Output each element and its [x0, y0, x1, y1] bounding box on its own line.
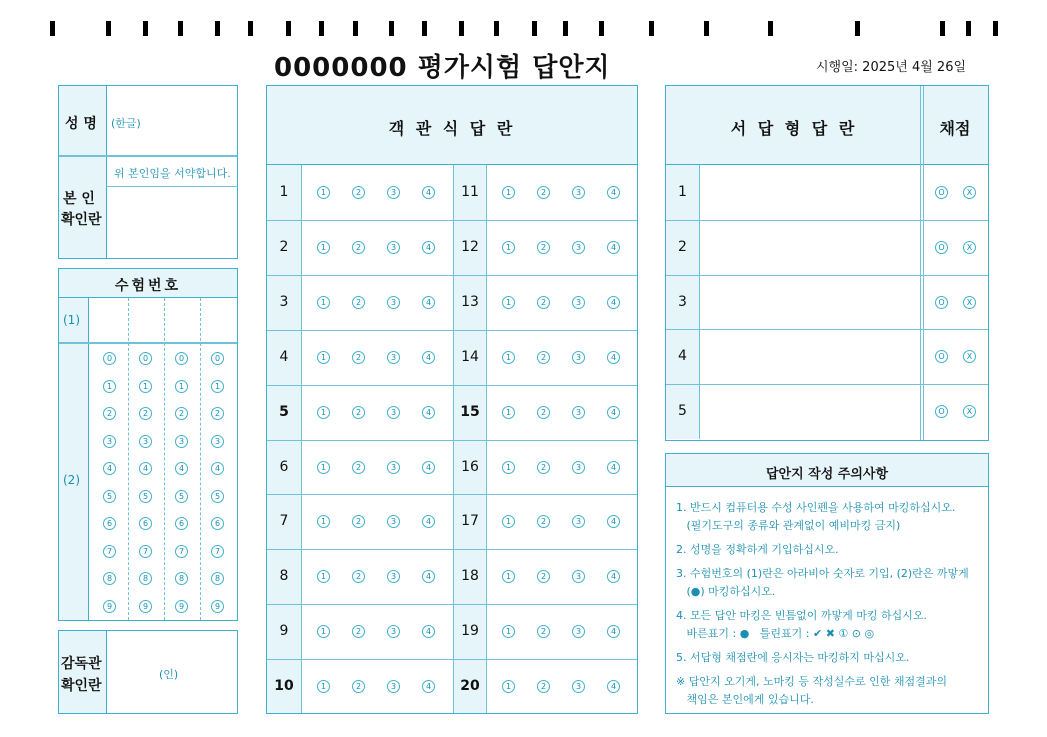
choice-bubble[interactable]: 2 — [352, 351, 365, 364]
objective-answer-box — [266, 85, 638, 714]
instruction-line: 3. 수험번호의 (1)란은 아라비아 숫자로 기입, (2)란은 까맣게 — [676, 567, 969, 580]
choice-bubble[interactable]: 4 — [607, 406, 620, 419]
exam-column-divider — [164, 298, 165, 620]
choice-bubble[interactable]: 4 — [607, 296, 620, 309]
question-number: 18 — [461, 568, 479, 585]
choice-bubble[interactable]: 3 — [387, 296, 400, 309]
question-number: 1 — [279, 184, 289, 200]
timing-marks — [0, 21, 1047, 36]
subjective-answer-field[interactable] — [702, 387, 916, 435]
choice-bubble[interactable]: 2 — [352, 515, 365, 528]
grade-x-bubble[interactable]: X — [963, 241, 976, 254]
digit-bubble[interactable]: 2 — [103, 407, 116, 420]
digit-bubble[interactable]: 3 — [139, 435, 152, 448]
question-number: 3 — [279, 293, 289, 310]
row-divider — [267, 549, 637, 550]
timing-mark — [319, 21, 324, 36]
choice-bubble[interactable]: 2 — [537, 570, 550, 583]
choice-bubble[interactable]: 3 — [572, 406, 585, 419]
question-number: 20 — [460, 678, 480, 695]
choice-bubble[interactable]: 4 — [607, 351, 620, 364]
identity-label-column — [59, 86, 107, 258]
choice-bubble[interactable]: 2 — [352, 241, 365, 254]
choice-bubble[interactable]: 1 — [502, 515, 515, 528]
grade-x-bubble[interactable]: X — [963, 405, 976, 418]
choice-bubble[interactable]: 3 — [387, 461, 400, 474]
choice-bubble[interactable]: 3 — [387, 570, 400, 583]
exam-number-row1-label: (1) — [63, 313, 80, 327]
digit-bubble[interactable]: 0 — [211, 352, 224, 365]
question-number: 15 — [460, 403, 480, 420]
row-divider — [267, 494, 637, 495]
choice-bubble[interactable]: 3 — [387, 515, 400, 528]
page-title: 0000000 평가시험 답안지 — [274, 53, 611, 83]
timing-mark — [50, 21, 55, 36]
instructions-title: 답안지 작성 주의사항 — [765, 467, 889, 482]
choice-bubble[interactable]: 4 — [422, 625, 435, 638]
choice-bubble[interactable]: 1 — [502, 406, 515, 419]
digit-bubble[interactable]: 4 — [175, 462, 188, 475]
digit-bubble[interactable]: 8 — [139, 572, 152, 585]
exam-number-box — [58, 268, 238, 621]
question-number: 9 — [279, 623, 289, 640]
choice-bubble[interactable]: 1 — [502, 570, 515, 583]
row-divider — [267, 440, 637, 441]
supervisor-stamp-field[interactable] — [109, 634, 235, 710]
digit-bubble[interactable]: 5 — [139, 490, 152, 503]
choice-bubble[interactable]: 2 — [352, 296, 365, 309]
choice-bubble[interactable]: 2 — [352, 625, 365, 638]
timing-mark — [532, 21, 537, 36]
choice-bubble[interactable]: 3 — [572, 515, 585, 528]
row-divider — [267, 220, 637, 221]
identity-box — [58, 85, 238, 259]
choice-bubble[interactable]: 1 — [317, 241, 330, 254]
question-number: 10 — [274, 678, 294, 695]
timing-mark — [704, 21, 709, 36]
choice-bubble[interactable]: 1 — [502, 680, 515, 693]
supervisor-stamp-hint: (인) — [159, 668, 179, 681]
instruction-line: (●) 마킹하십시오. — [676, 585, 776, 598]
timing-mark — [215, 21, 220, 36]
digit-bubble[interactable]: 5 — [211, 490, 224, 503]
grade-x-bubble[interactable]: X — [963, 296, 976, 309]
exam-number-digit-input[interactable] — [203, 300, 235, 340]
question-number: 11 — [461, 184, 479, 200]
supervisor-label-1: 감독관 — [61, 656, 102, 672]
subjective-answer-field[interactable] — [702, 168, 916, 216]
choice-bubble[interactable]: 3 — [572, 625, 585, 638]
digit-bubble[interactable]: 4 — [211, 462, 224, 475]
instruction-line: 책임은 본인에게 있습니다. — [676, 693, 814, 706]
timing-mark — [966, 21, 971, 36]
choice-bubble[interactable]: 1 — [502, 241, 515, 254]
choice-bubble[interactable]: 2 — [352, 570, 365, 583]
choice-bubble[interactable]: 3 — [572, 241, 585, 254]
choice-bubble[interactable]: 3 — [387, 406, 400, 419]
choice-bubble[interactable]: 4 — [422, 241, 435, 254]
row-divider — [666, 220, 988, 221]
objective-title: 객 관 식 답 란 — [388, 119, 516, 138]
choice-bubble[interactable]: 1 — [317, 515, 330, 528]
instruction-line: ※ 답안지 오기게, 노마킹 등 작성실수로 인한 채점결과의 — [676, 675, 947, 688]
digit-bubble[interactable]: 6 — [175, 517, 188, 530]
name-field[interactable] — [109, 90, 237, 152]
timing-mark — [178, 21, 183, 36]
digit-bubble[interactable]: 6 — [103, 517, 116, 530]
digit-bubble[interactable]: 1 — [103, 380, 116, 393]
instruction-line: 바른표기 : ● 틀린표기 : ✔ ✖ ① ⊙ ◎ — [676, 627, 875, 640]
choice-bubble[interactable]: 4 — [422, 461, 435, 474]
digit-bubble[interactable]: 0 — [175, 352, 188, 365]
timing-mark — [106, 21, 111, 36]
confirm-hint: 위 본인임을 서약합니다. — [114, 167, 231, 180]
digit-bubble[interactable]: 4 — [103, 462, 116, 475]
digit-bubble[interactable]: 6 — [139, 517, 152, 530]
instruction-line: (필기도구의 종류와 관계없이 예비마킹 금지) — [676, 519, 901, 532]
choice-bubble[interactable]: 1 — [502, 296, 515, 309]
question-number: 8 — [279, 568, 289, 585]
subjective-title: 서 답 형 답 란 — [730, 119, 858, 138]
choice-bubble[interactable]: 1 — [502, 461, 515, 474]
choice-bubble[interactable]: 1 — [317, 625, 330, 638]
choice-bubble[interactable]: 2 — [537, 186, 550, 199]
digit-bubble[interactable]: 1 — [211, 380, 224, 393]
question-number: 2 — [279, 238, 289, 255]
timing-mark — [768, 21, 773, 36]
choice-bubble[interactable]: 1 — [502, 625, 515, 638]
choice-bubble[interactable]: 4 — [422, 296, 435, 309]
timing-mark — [353, 21, 358, 36]
subjective-answer-field[interactable] — [702, 223, 916, 271]
grade-o-bubble[interactable]: O — [935, 241, 948, 254]
subjective-answer-field[interactable] — [702, 278, 916, 326]
choice-bubble[interactable]: 2 — [537, 241, 550, 254]
question-number: 6 — [279, 458, 289, 475]
question-number: 16 — [461, 458, 479, 475]
digit-bubble[interactable]: 7 — [139, 545, 152, 558]
choice-bubble[interactable]: 2 — [537, 680, 550, 693]
timing-mark — [494, 21, 499, 36]
digit-bubble[interactable]: 8 — [103, 572, 116, 585]
choice-bubble[interactable]: 3 — [572, 296, 585, 309]
exam-number-digit-input[interactable] — [167, 300, 199, 340]
subjective-answer-box — [665, 85, 989, 441]
signature-field[interactable] — [109, 189, 237, 257]
choice-bubble[interactable]: 4 — [607, 241, 620, 254]
choice-bubble[interactable]: 3 — [572, 680, 585, 693]
row-divider — [267, 330, 637, 331]
choice-bubble[interactable]: 2 — [352, 461, 365, 474]
row-divider — [267, 385, 637, 386]
digit-bubble[interactable]: 2 — [139, 407, 152, 420]
choice-bubble[interactable]: 4 — [607, 461, 620, 474]
supervisor-box — [58, 630, 238, 714]
digit-bubble[interactable]: 3 — [211, 435, 224, 448]
digit-bubble[interactable]: 2 — [175, 407, 188, 420]
choice-bubble[interactable]: 2 — [537, 296, 550, 309]
choice-bubble[interactable]: 4 — [607, 186, 620, 199]
digit-bubble[interactable]: 9 — [175, 600, 188, 613]
digit-bubble[interactable]: 9 — [211, 600, 224, 613]
choice-bubble[interactable]: 3 — [387, 680, 400, 693]
timing-mark — [993, 21, 998, 36]
timing-mark — [599, 21, 604, 36]
choice-bubble[interactable]: 2 — [352, 680, 365, 693]
choice-bubble[interactable]: 4 — [422, 680, 435, 693]
question-number: 1 — [678, 184, 687, 200]
timing-mark — [389, 21, 394, 36]
digit-bubble[interactable]: 1 — [175, 380, 188, 393]
exam-column-divider — [200, 298, 201, 620]
digit-bubble[interactable]: 0 — [139, 352, 152, 365]
digit-bubble[interactable]: 0 — [103, 352, 116, 365]
choice-bubble[interactable]: 4 — [607, 515, 620, 528]
question-number: 5 — [678, 403, 687, 420]
choice-bubble[interactable]: 3 — [387, 241, 400, 254]
question-number: 13 — [461, 293, 479, 310]
choice-bubble[interactable]: 2 — [537, 625, 550, 638]
timing-mark — [143, 21, 148, 36]
name-label: 성 명 — [65, 116, 97, 132]
question-number: 3 — [678, 293, 687, 310]
timing-mark — [422, 21, 427, 36]
choice-bubble[interactable]: 2 — [352, 406, 365, 419]
choice-bubble[interactable]: 3 — [572, 351, 585, 364]
divider — [699, 165, 700, 439]
choice-bubble[interactable]: 1 — [317, 296, 330, 309]
timing-mark — [459, 21, 464, 36]
choice-bubble[interactable]: 1 — [502, 186, 515, 199]
digit-bubble[interactable]: 6 — [211, 517, 224, 530]
choice-bubble[interactable]: 1 — [317, 351, 330, 364]
exam-date: 시행일: 2025년 4월 26일 — [816, 60, 967, 75]
choice-bubble[interactable]: 2 — [537, 351, 550, 364]
question-number: 14 — [461, 348, 479, 365]
grade-x-bubble[interactable]: X — [963, 350, 976, 363]
digit-bubble[interactable]: 5 — [175, 490, 188, 503]
row-divider — [666, 384, 988, 385]
choice-bubble[interactable]: 3 — [572, 570, 585, 583]
choice-bubble[interactable]: 4 — [422, 570, 435, 583]
choice-bubble[interactable]: 3 — [387, 186, 400, 199]
digit-bubble[interactable]: 1 — [139, 380, 152, 393]
exam-column-divider — [128, 298, 129, 620]
choice-bubble[interactable]: 1 — [317, 570, 330, 583]
question-number: 5 — [279, 403, 289, 420]
timing-mark — [940, 21, 945, 36]
choice-bubble[interactable]: 4 — [607, 625, 620, 638]
choice-bubble[interactable]: 4 — [607, 680, 620, 693]
row-divider — [666, 329, 988, 330]
choice-bubble[interactable]: 4 — [607, 570, 620, 583]
grade-o-bubble[interactable]: O — [935, 350, 948, 363]
question-number: 4 — [279, 348, 289, 365]
choice-bubble[interactable]: 1 — [317, 461, 330, 474]
digit-bubble[interactable]: 8 — [175, 572, 188, 585]
choice-bubble[interactable]: 1 — [317, 680, 330, 693]
name-hint: (한글) — [111, 117, 141, 130]
choice-bubble[interactable]: 3 — [387, 625, 400, 638]
digit-bubble[interactable]: 7 — [103, 545, 116, 558]
choice-bubble[interactable]: 2 — [537, 515, 550, 528]
instruction-line: 2. 성명을 정확하게 기입하십시오. — [676, 543, 839, 556]
digit-bubble[interactable]: 7 — [175, 545, 188, 558]
question-number: 4 — [678, 348, 687, 365]
question-number: 17 — [461, 513, 479, 530]
row-divider — [666, 275, 988, 276]
digit-bubble[interactable]: 9 — [139, 600, 152, 613]
grade-o-bubble[interactable]: O — [935, 186, 948, 199]
grade-title: 채점 — [939, 119, 971, 138]
choice-bubble[interactable]: 2 — [537, 406, 550, 419]
instruction-line: 5. 서답형 채점란에 응시자는 마킹하지 마십시오. — [676, 651, 910, 664]
digit-bubble[interactable]: 3 — [175, 435, 188, 448]
confirm-label-1: 본 인 — [63, 191, 95, 207]
timing-mark — [649, 21, 654, 36]
choice-bubble[interactable]: 3 — [572, 461, 585, 474]
exam-number-digit-input[interactable] — [95, 300, 127, 340]
timing-mark — [286, 21, 291, 36]
digit-bubble[interactable]: 4 — [139, 462, 152, 475]
exam-number-title: 수험번호 — [114, 278, 182, 294]
choice-bubble[interactable]: 4 — [422, 406, 435, 419]
supervisor-label-2: 확인란 — [61, 678, 102, 694]
instructions-box — [665, 453, 989, 714]
choice-bubble[interactable]: 1 — [502, 351, 515, 364]
choice-bubble[interactable]: 4 — [422, 351, 435, 364]
digit-bubble[interactable]: 3 — [103, 435, 116, 448]
row-divider — [267, 275, 637, 276]
exam-number-row2-label: (2) — [63, 473, 80, 487]
exam-number-digit-input[interactable] — [131, 300, 163, 340]
question-number: 19 — [461, 623, 479, 640]
digit-bubble[interactable]: 9 — [103, 600, 116, 613]
choice-bubble[interactable]: 3 — [387, 351, 400, 364]
timing-mark — [855, 21, 860, 36]
digit-bubble[interactable]: 2 — [211, 407, 224, 420]
choice-bubble[interactable]: 1 — [317, 406, 330, 419]
grade-x-bubble[interactable]: X — [963, 186, 976, 199]
digit-bubble[interactable]: 7 — [211, 545, 224, 558]
digit-bubble[interactable]: 5 — [103, 490, 116, 503]
choice-bubble[interactable]: 2 — [537, 461, 550, 474]
instruction-line: 1. 반드시 컴퓨터용 수성 사인펜을 사용하여 마킹하십시오. — [676, 501, 956, 514]
timing-mark — [248, 21, 253, 36]
row-divider — [267, 659, 637, 660]
row-divider — [267, 604, 637, 605]
question-number: 12 — [461, 238, 479, 255]
question-number: 7 — [279, 513, 289, 530]
subjective-answer-field[interactable] — [702, 332, 916, 380]
choice-bubble[interactable]: 2 — [352, 186, 365, 199]
choice-bubble[interactable]: 4 — [422, 515, 435, 528]
instruction-line: 4. 모든 답안 마킹은 빈틈없이 까맣게 마킹 하십시오. — [676, 609, 927, 622]
choice-bubble[interactable]: 1 — [317, 186, 330, 199]
digit-bubble[interactable]: 8 — [211, 572, 224, 585]
confirm-label-2: 확인란 — [61, 212, 102, 228]
question-number: 2 — [678, 238, 687, 255]
grade-o-bubble[interactable]: O — [935, 405, 948, 418]
choice-bubble[interactable]: 3 — [572, 186, 585, 199]
choice-bubble[interactable]: 4 — [422, 186, 435, 199]
timing-mark — [563, 21, 568, 36]
grade-o-bubble[interactable]: O — [935, 296, 948, 309]
